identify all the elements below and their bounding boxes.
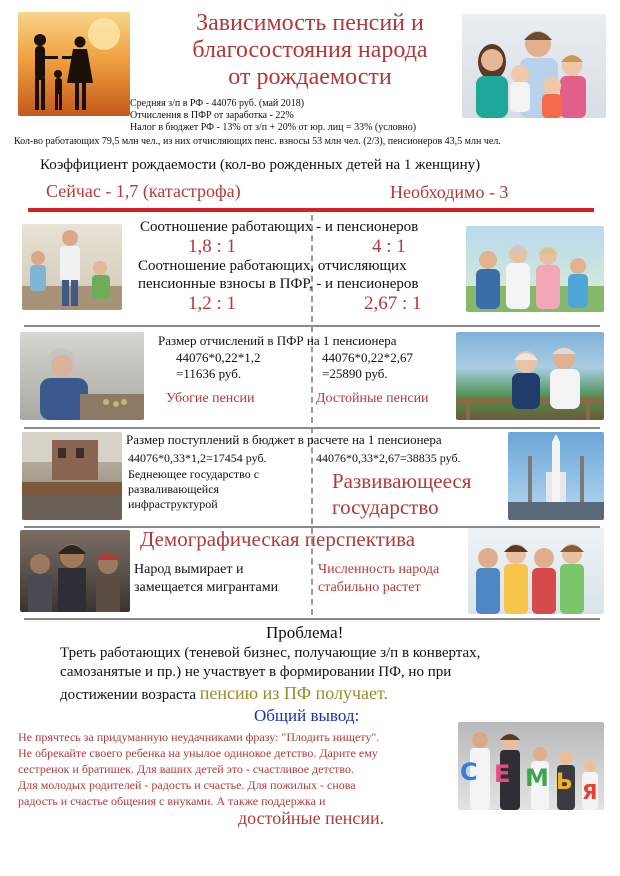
letter-5: Я bbox=[582, 780, 598, 804]
conclusion-line-1: Не прячтесь за придуманную неудачниками фразу: "Плодить нищету". bbox=[18, 730, 380, 744]
section-divider-2b bbox=[314, 427, 600, 429]
problem-line-1: Треть работающих (теневой бизнес, получающие з/п в конвертах, bbox=[60, 645, 481, 661]
ratio-need-2: 2,67 : 1 bbox=[364, 293, 422, 314]
conclusion-line-6: достойные пенсии. bbox=[238, 808, 385, 828]
conclusion-line-4: Для молодых родителей - радость и счастье. Для пожилых - снова bbox=[18, 778, 356, 792]
letter-2: Е bbox=[494, 760, 511, 788]
rocket-launch-photo bbox=[508, 432, 604, 520]
ratio-now-1: 1,8 : 1 bbox=[188, 236, 237, 257]
title-line-2: благосостояния народа bbox=[192, 37, 428, 63]
migrants-image bbox=[20, 530, 130, 612]
pension-calc-need: 44076*0,22*2,67 bbox=[322, 350, 413, 365]
happy-people-photo bbox=[468, 528, 604, 614]
pension-label-now: Убогие пенсии bbox=[166, 391, 255, 406]
budget-label-need-2: государство bbox=[332, 495, 439, 519]
ratio-need-1: 4 : 1 bbox=[372, 236, 406, 257]
problem-highlight: пенсию из ПФ получает. bbox=[199, 683, 388, 703]
conclusion-line-5: радость и счастье общения с внуками. А также поддержка и bbox=[18, 794, 326, 808]
section-divider-1b bbox=[314, 325, 600, 327]
pension-result-now: =11636 руб. bbox=[176, 366, 242, 381]
happy-pensioners-photo bbox=[456, 332, 604, 420]
title-line-3: от рождаемости bbox=[228, 64, 392, 90]
conclusion-line-3: сестренок и братишек. Для ваших детей это - счастливое детство. bbox=[18, 762, 355, 776]
birth-rate-needed: Необходимо - 3 bbox=[390, 182, 509, 202]
pension-label-need: Достойные пенсии bbox=[316, 391, 429, 406]
happy-pensioners-image bbox=[456, 332, 604, 420]
section-divider-1 bbox=[24, 325, 314, 327]
budget-desc-now-3: инфраструктурой bbox=[128, 497, 218, 511]
ruined-infrastructure-photo bbox=[22, 432, 122, 520]
demography-now-2: замещается мигрантами bbox=[134, 580, 279, 595]
pension-heading: Размер отчислений в ПФР на 1 пенсионера bbox=[158, 333, 397, 348]
letter-1: С bbox=[460, 758, 478, 786]
stat-avg-salary: Средняя з/п в РФ - 44076 руб. (май 2018) bbox=[130, 98, 305, 109]
migrants-photo bbox=[20, 530, 130, 612]
center-dashed-divider bbox=[311, 215, 313, 615]
happy-family-image bbox=[462, 14, 606, 118]
pension-calc-now: 44076*0,22*1,2 bbox=[176, 350, 261, 365]
pension-result-need: =25890 руб. bbox=[322, 366, 388, 381]
birth-rate-heading: Коэффициент рождаемости (кол-во рожденных детей на 1 женщину) bbox=[40, 157, 481, 173]
problem-line-2: самозанятые и пр.) не участвует в формировании ПФ, но при bbox=[60, 664, 452, 680]
ratio-heading-2-line-2: пенсионные взносы в ПФР, - и пенсионеров bbox=[138, 276, 419, 292]
letter-3: М bbox=[525, 764, 549, 792]
budget-heading: Размер поступлений в бюджет в расчете на 1 пенсионера bbox=[126, 432, 442, 447]
conclusion-line-2: Не обрекайте своего ребенка на унылое одинокое детство. Дарите ему bbox=[18, 746, 378, 760]
budget-desc-now-2: разваливающейся bbox=[128, 482, 220, 496]
grandparents-family-image bbox=[466, 226, 604, 312]
family-silhouette-photo bbox=[18, 12, 130, 116]
rocket-launch-image bbox=[508, 432, 604, 520]
tired-parents-photo bbox=[22, 224, 122, 310]
stat-tax: Налог в бюджет РФ - 13% от з/п + 20% от юр. лиц = 33% (условно) bbox=[130, 122, 417, 133]
ruined-infrastructure-image bbox=[22, 432, 122, 520]
section-divider-2 bbox=[24, 427, 314, 429]
problem-heading: Проблема! bbox=[266, 623, 344, 642]
budget-calc-now: 44076*0,33*1,2=17454 руб. bbox=[128, 451, 267, 465]
tired-parents-image bbox=[22, 224, 122, 310]
budget-label-need-1: Развивающееся bbox=[332, 469, 472, 493]
stat-pfr-share: Отчисления в ПФР от заработка - 22% bbox=[130, 110, 294, 121]
problem-line-3 bbox=[60, 683, 388, 704]
stat-workers: Кол-во работающих 79,5 млн чел., из них отчисляющих пенс. взносы 53 млн чел. (2/3), пенсионеров 43,5 млн чел. bbox=[14, 136, 501, 147]
grandparents-family-photo bbox=[466, 226, 604, 312]
letter-4: Ь bbox=[556, 770, 573, 795]
budget-desc-now-1: Беднеющее государство с bbox=[128, 467, 260, 481]
red-divider bbox=[28, 208, 594, 212]
family-silhouette-image bbox=[18, 12, 130, 116]
demography-now-1: Народ вымирает и bbox=[134, 562, 244, 577]
section-divider-4 bbox=[24, 618, 600, 620]
ratio-heading-2-line-1: Соотношение работающих, отчисляющих bbox=[138, 258, 407, 274]
demography-need-2: стабильно растет bbox=[318, 580, 421, 595]
poor-pensioner-image bbox=[20, 332, 144, 420]
budget-calc-need: 44076*0,33*2,67=38835 руб. bbox=[316, 451, 461, 465]
happy-people-image bbox=[468, 528, 604, 614]
demography-heading: Демографическая перспектива bbox=[140, 527, 416, 551]
demography-need-1: Численность народа bbox=[318, 562, 440, 577]
ratio-now-2: 1,2 : 1 bbox=[188, 293, 237, 314]
title-line-1: Зависимость пенсий и bbox=[196, 10, 424, 36]
poor-pensioner-photo bbox=[20, 332, 144, 420]
problem-line-3-text: достижении возраста bbox=[60, 687, 197, 703]
birth-rate-now: Сейчас - 1,7 (катастрофа) bbox=[46, 181, 241, 201]
happy-family-photo bbox=[462, 14, 606, 118]
conclusion-heading: Общий вывод: bbox=[254, 706, 360, 725]
ratio-heading-1: Соотношение работающих - и пенсионеров bbox=[140, 219, 419, 235]
